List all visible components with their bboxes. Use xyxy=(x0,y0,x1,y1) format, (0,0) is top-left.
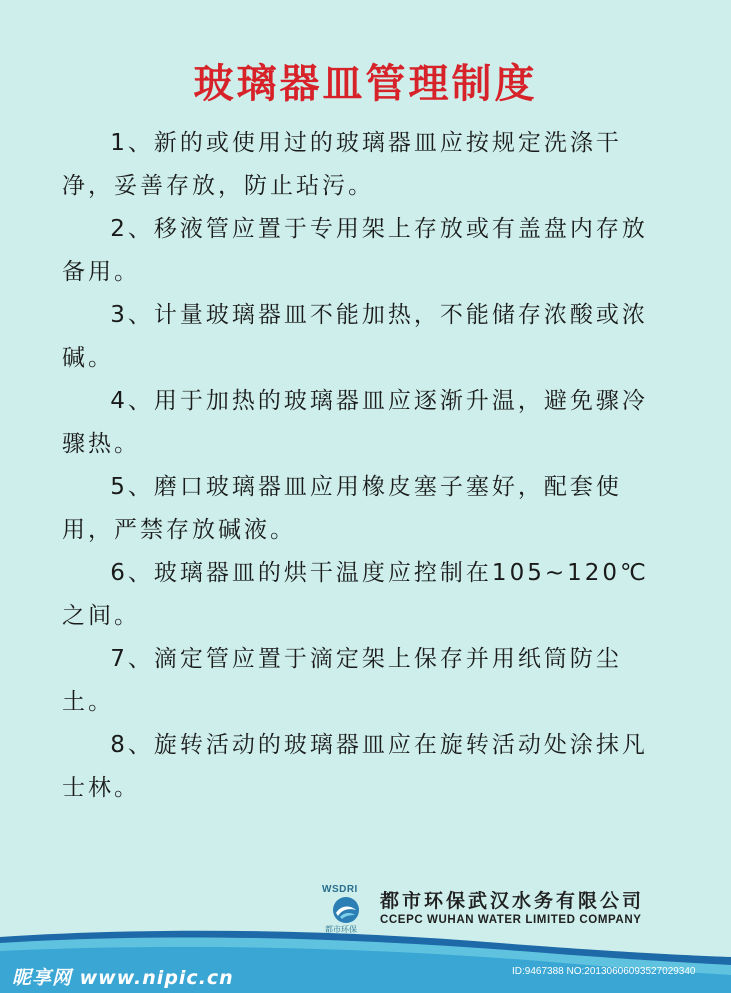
rules-list xyxy=(62,122,672,810)
rule-item: 7、滴定管应置于滴定架上保存并用纸筒防尘土。 xyxy=(62,646,622,715)
company-name-en: CCEPC WUHAN WATER LIMITED COMPANY xyxy=(380,914,642,926)
rule-item: 1、新的或使用过的玻璃器皿应按规定洗涤干净，妥善存放，防止玷污。 xyxy=(62,130,622,199)
rule-item: 6、玻璃器皿的烘干温度应控制在105~120℃之间。 xyxy=(62,560,649,629)
watermark-id: ID:9467388 NO:20130606093527029340 xyxy=(512,966,696,977)
logo-emblem-icon xyxy=(332,896,360,924)
logo-top-text: WSDRI xyxy=(322,884,358,895)
rule-item: 2、移液管应置于专用架上存放或有盖盘内存放备用。 xyxy=(62,216,648,285)
page-title: 玻璃器皿管理制度 xyxy=(193,61,538,107)
rule-item: 3、计量玻璃器皿不能加热，不能储存浓酸或浓碱。 xyxy=(62,302,648,371)
company-name-cn: 都市环保武汉水务有限公司 xyxy=(380,890,645,912)
logo-bottom-text: 都市环保 xyxy=(325,925,357,934)
watermark-site: 昵享网 www.nipic.cn xyxy=(12,967,234,989)
rule-item: 5、磨口玻璃器皿应用橡皮塞子塞好，配套使用，严禁存放碱液。 xyxy=(62,474,622,543)
rule-item: 4、用于加热的玻璃器皿应逐渐升温，避免骤冷骤热。 xyxy=(62,388,648,457)
rule-item: 8、旋转活动的玻璃器皿应在旋转活动处涂抹凡士林。 xyxy=(62,732,648,801)
